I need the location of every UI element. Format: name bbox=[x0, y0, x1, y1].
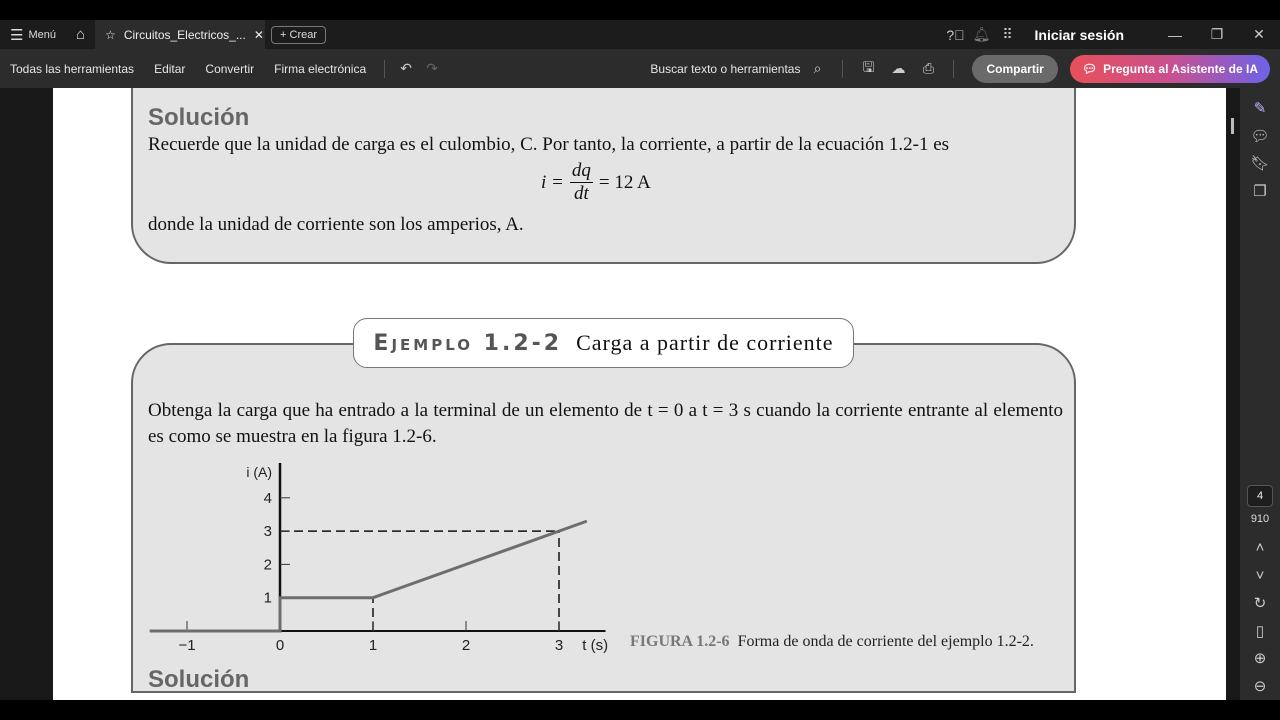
document-tab[interactable]: ☆ Circuitos_Electricos_... ✕ bbox=[95, 20, 265, 49]
y-tick-label: 2 bbox=[263, 556, 272, 574]
help-icon[interactable]: ?⃝ bbox=[946, 26, 965, 43]
convert-menu[interactable]: Convertir bbox=[205, 61, 255, 76]
x-tick-label: 3 bbox=[554, 637, 564, 654]
equation: i = $\frac{dq}{dt}$ = 12 A bbox=[541, 160, 651, 204]
top-band bbox=[0, 0, 1280, 20]
bell-icon[interactable]: 🔔︎ bbox=[972, 26, 991, 42]
x-tick-label: 1 bbox=[368, 637, 378, 654]
bottom-band bbox=[0, 700, 1280, 720]
print-icon[interactable]: ⎙ bbox=[922, 60, 935, 76]
title-bar bbox=[0, 20, 1280, 49]
home-icon: ⌂ bbox=[75, 26, 86, 43]
ai-assistant-button[interactable]: 💬︎ Pregunta al Asistente de IA bbox=[1070, 55, 1270, 83]
example-title: Carga a partir de corriente bbox=[576, 330, 834, 355]
restore-button[interactable]: ❐ bbox=[1210, 26, 1224, 42]
close-tab-icon[interactable]: ✕ bbox=[253, 27, 264, 42]
apps-grid-icon[interactable]: ⠿ bbox=[1002, 26, 1013, 42]
problem-text: Obtenga la carga que ha entrado a la terminal de un elemento de t = 0 a t = 3 s cuando la corriente entrante al elemento es como se muestra en la figura 1.2-6. bbox=[148, 400, 1063, 447]
fit-page-icon[interactable]: ▯ bbox=[1255, 622, 1265, 640]
document-viewer bbox=[0, 88, 1240, 700]
solution-text: Recuerde que la unidad de carga es el culombio, C. Por tanto, la corriente, a partir de la ecuación 1.2-1 es bbox=[148, 134, 950, 155]
save-icon[interactable]: 🖫 bbox=[862, 58, 875, 75]
current-waveform-chart bbox=[53, 88, 653, 663]
right-sidebar bbox=[1240, 88, 1280, 700]
example-label: Ejemplo 1.2-2 bbox=[373, 330, 563, 356]
solution-after-text: donde la unidad de corriente son los amperios, A. bbox=[148, 214, 524, 235]
home-button[interactable] bbox=[66, 20, 95, 49]
pages-icon[interactable]: ❐ bbox=[1253, 183, 1267, 201]
bookmark-icon[interactable]: 🔖︎ bbox=[1250, 155, 1270, 173]
x-tick-label: 0 bbox=[275, 637, 285, 654]
solution-heading-2: Solución bbox=[148, 666, 250, 693]
esign-menu[interactable]: Firma electrónica bbox=[274, 61, 367, 76]
page-number-input[interactable]: 4 bbox=[1247, 485, 1273, 507]
pdf-page bbox=[53, 88, 1226, 700]
cloud-upload-icon[interactable]: ☁ bbox=[891, 60, 906, 76]
ai-summary-icon[interactable]: ✎ bbox=[1253, 99, 1267, 117]
sign-in-button[interactable]: Iniciar sesión bbox=[1034, 26, 1124, 43]
page-total: 910 bbox=[1250, 513, 1270, 526]
series-line bbox=[150, 521, 587, 631]
x-axis-label: t (s) bbox=[582, 637, 609, 654]
share-button[interactable]: Compartir bbox=[972, 55, 1057, 83]
minimize-button[interactable]: — bbox=[1168, 26, 1182, 43]
edit-menu[interactable]: Editar bbox=[154, 61, 186, 76]
chevron-up-icon[interactable]: ˄ bbox=[1255, 538, 1265, 556]
toolbar bbox=[0, 49, 1280, 88]
all-tools-menu[interactable]: Todas las herramientas bbox=[10, 61, 135, 76]
figure-caption: FIGURA 1.2-6 Forma de onda de corriente del ejemplo 1.2-2. bbox=[630, 633, 1034, 650]
ai-chat-icon: 💬︎ bbox=[1081, 61, 1098, 76]
star-icon: ☆ bbox=[105, 27, 116, 42]
close-window-button[interactable]: ✕ bbox=[1253, 26, 1265, 42]
comment-icon[interactable]: 💬︎ bbox=[1250, 127, 1270, 145]
divider bbox=[842, 60, 843, 78]
chevron-down-icon[interactable]: ˅ bbox=[1255, 566, 1265, 584]
hamburger-icon: ☰ bbox=[10, 26, 24, 44]
rotate-icon[interactable]: ↻ bbox=[1253, 594, 1267, 612]
y-tick-label: 3 bbox=[263, 523, 272, 541]
divider bbox=[384, 60, 385, 78]
solution-heading: Solución bbox=[148, 104, 250, 131]
divider bbox=[953, 60, 954, 78]
x-tick-label: 2 bbox=[461, 637, 471, 654]
y-axis-label: i (A) bbox=[246, 464, 272, 480]
y-tick-label: 4 bbox=[263, 489, 272, 507]
y-tick-label: 1 bbox=[263, 589, 272, 607]
scrollbar-thumb[interactable] bbox=[1231, 118, 1234, 134]
search-tools[interactable]: Buscar texto o herramientas bbox=[650, 61, 801, 76]
x-tick-label: −1 bbox=[178, 637, 196, 654]
menu-button[interactable]: ☰ Menú bbox=[10, 26, 56, 44]
zoom-in-icon[interactable]: ⊕ bbox=[1253, 650, 1267, 668]
create-button[interactable]: + Crear bbox=[271, 26, 326, 44]
redo-icon[interactable]: ↷ bbox=[426, 60, 438, 76]
zoom-out-icon[interactable]: ⊖ bbox=[1253, 678, 1267, 696]
undo-icon[interactable]: ↶ bbox=[400, 60, 412, 76]
search-icon[interactable]: ⌕ bbox=[813, 60, 822, 76]
